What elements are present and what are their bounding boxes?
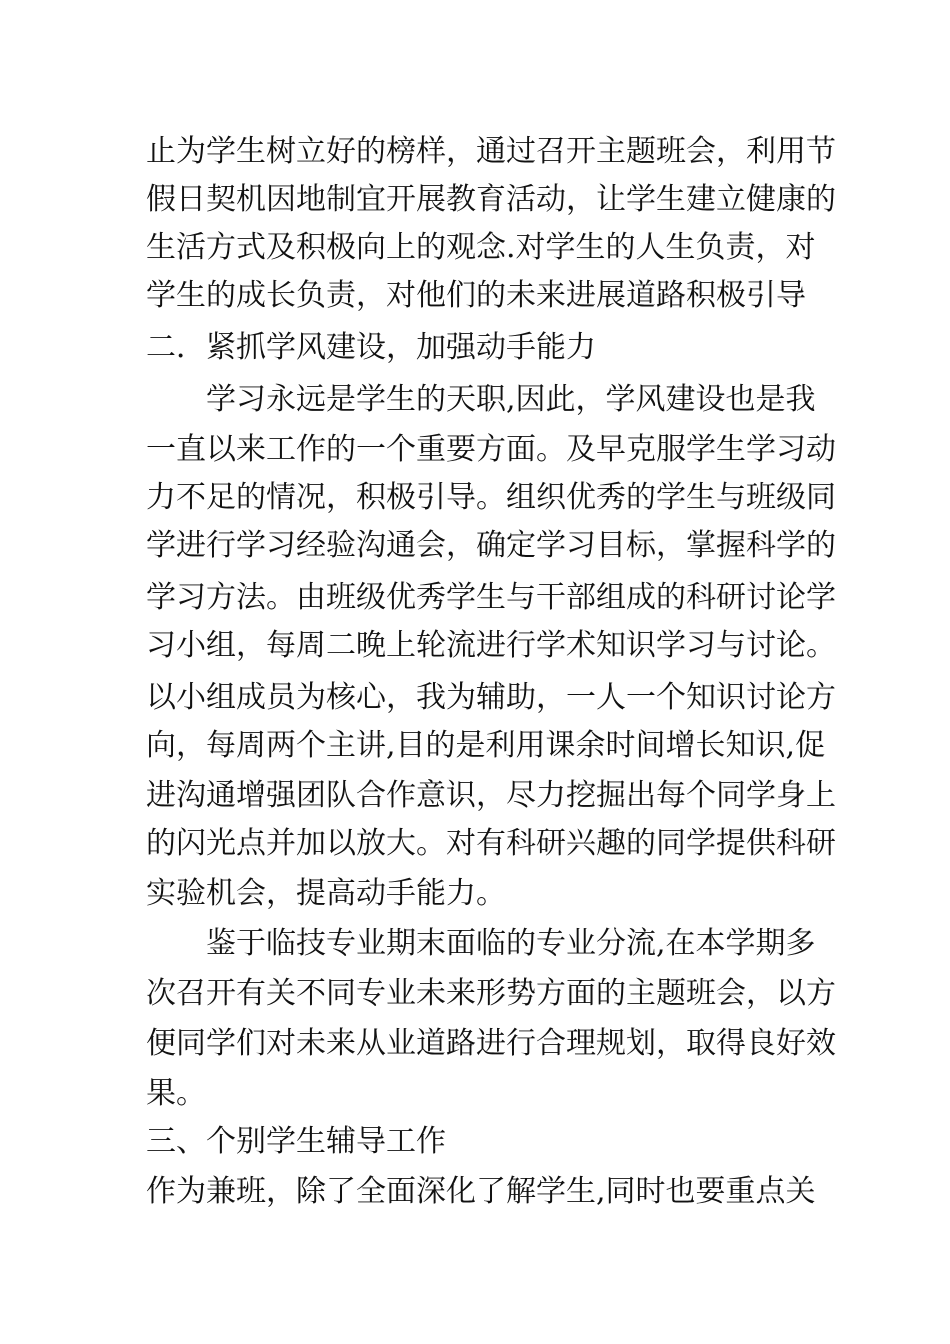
text-line: 止为学生树立好的榜样，通过召开主题班会，利用节: [146, 134, 836, 169]
section-heading: 二．紧抓学风建设，加强动手能力: [146, 330, 596, 365]
text-line: 向，每周两个主讲,目的是利用课余时间增长知识,促: [146, 728, 826, 763]
section-heading: 三、个别学生辅导工作: [146, 1124, 446, 1159]
text-line: 果。: [146, 1076, 206, 1111]
text-line: 一直以来工作的一个重要方面。及早克服学生学习动: [146, 432, 836, 467]
text-line: 便同学们对未来从业道路进行合理规划，取得良好效: [146, 1026, 836, 1061]
text-line: 次召开有关不同专业未来形势方面的主题班会，以方: [146, 976, 836, 1011]
text-line: 力不足的情况，积极引导。组织优秀的学生与班级同: [146, 480, 836, 515]
text-line: 以小组成员为核心，我为辅助，一人一个知识讨论方: [146, 680, 836, 715]
text-line: 学进行学习经验沟通会，确定学习目标，掌握科学的: [146, 528, 836, 563]
text-line: 学习方法。由班级优秀学生与干部组成的科研讨论学: [146, 580, 836, 615]
text-line: 学生的成长负责，对他们的未来进展道路积极引导: [146, 278, 806, 313]
text-line: 学习永远是学生的天职,因此，学风建设也是我: [206, 382, 816, 417]
text-line: 作为兼班，除了全面深化了解学生,同时也要重点关: [146, 1174, 816, 1209]
text-line: 假日契机因地制宜开展教育活动，让学生建立健康的: [146, 182, 836, 217]
text-line: 实验机会，提高动手能力。: [146, 876, 506, 911]
text-line: 进沟通增强团队合作意识，尽力挖掘出每个同学身上: [146, 778, 836, 813]
text-line: 习小组，每周二晚上轮流进行学术知识学习与讨论。: [146, 628, 836, 663]
text-line: 生活方式及积极向上的观念.对学生的人生负责，对: [146, 230, 816, 265]
text-line: 鉴于临技专业期末面临的专业分流,在本学期多: [206, 926, 816, 961]
text-line: 的闪光点并加以放大。对有科研兴趣的同学提供科研: [146, 826, 836, 861]
